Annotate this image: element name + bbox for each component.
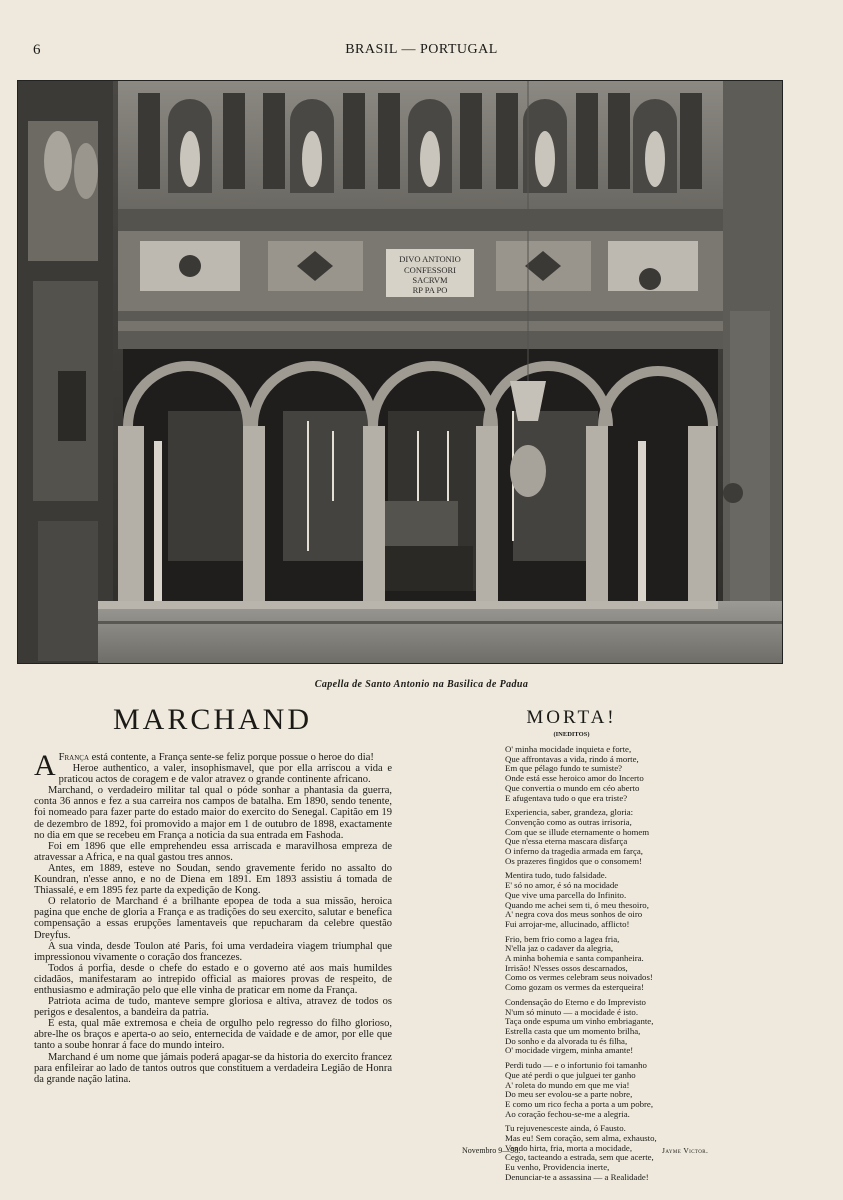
poem-line: Experiencia, saber, grandeza, gloria: (505, 807, 634, 818)
poem-line: Tu rejuvenesceste ainda, ó Fausto. (505, 1123, 626, 1134)
poem-date: Novembro 9—98. (462, 1146, 521, 1155)
poem-line: Irrisão! N'esses ossos descarnados, (505, 962, 628, 973)
poem-line: E' só no amor, é só na mocidade (505, 880, 619, 891)
poem-author: Jayme Victor. (662, 1146, 709, 1155)
poem-line: Que convertia o mundo em céo aberto (505, 782, 640, 793)
article-paragraph: Marchand é um nome que jámais poderá apagar-se da historia do exercito francez para enfileirar ao lado de tantos outros que constituem a verdadeira Legião de Honra da grande nação latina. (34, 1051, 392, 1085)
running-title: BRASIL — PORTUGAL (345, 42, 498, 57)
poem-line: N'ella jaz o cadaver da alegria, (505, 943, 614, 954)
poem-line: Do sonho e da alvorada tu és filha, (505, 1035, 628, 1046)
poem-line: Como gozam os vermes da esterqueira! (505, 982, 644, 993)
poem-line: Perdi tudo — e o infortunio foi tamanho (505, 1060, 647, 1071)
poem-stanza (505, 745, 725, 803)
article-paragraph: Heroe authentico, a valer, insophismavel, que por ella arriscou a vida e praticou actos de coragem e de valor atravez o grande continente africano. (58, 763, 392, 786)
poem-stanza (505, 871, 725, 929)
poem-line: Os prazeres fingidos que o consomem! (505, 855, 643, 866)
poem-line: Taça onde espuma um vinho embriagante, (505, 1016, 654, 1027)
poem-stanza (505, 1061, 725, 1119)
poem-line: Que affrontavas a vida, rindo á morte, (505, 753, 639, 764)
poem-line: Em que pélago fundo te sumiste? (505, 763, 623, 774)
poem-line: Denunciar-te a assassina — a Realidade! (505, 1171, 649, 1182)
article-paragraph: Foi em 1896 que elle emprehendeu essa arriscada e maravilhosa empreza de atravessar a Africa, e na qual gastou tres annos. (34, 840, 392, 863)
poem-line: Mas eu! Sem coração, sem alma, exhausto, (505, 1133, 657, 1144)
poem-body (505, 745, 725, 1188)
article-paragraph: Todos á porfia, desde o chefe do estado e o governo até aos mais humildes cidadãos, manifestaram ao intrepido official as maiores provas de respeito, de enthusiasmo e admiração pelo que elle vinha de praticar em nome da França. (34, 962, 392, 996)
poem-line: Que n'essa eterna mascara disfarça (505, 836, 628, 847)
poem-line: Convenção como as outras irrisoria, (505, 816, 632, 827)
poem-line: Onde está esse heroico amor do Incerto (505, 773, 644, 784)
article-paragraph: Antes, em 1889, esteve no Soudan, sendo gravemente ferido no assalto do Koundran, n'esse anno, e no de Diena em 1891. Em 1893 assistiu á tomada de Thiassalé, e em 1895 fez parte da expedição de Kong. (34, 862, 392, 897)
poem-line: Fui arrojar-me, allucinado, afflicto! (505, 918, 630, 929)
inscription-line: CONFESSORI (404, 265, 456, 275)
poem-line: O' minha mocidade inquieta e forte, (505, 744, 632, 754)
article-paragraph: A sua vinda, desde Toulon até Paris, foi uma verdadeira viagem triumphal que impressionou vivamente o coração dos francezes. (34, 940, 392, 963)
article-paragraph: Marchand, o verdadeiro militar tal qual o póde sonhar a phantasia da guerra, conta 36 annos e fez a sua carreira nos campos de batalha. Em 1890, sendo tenente, foi nomeado para fazer parte do estado maior do exercito do Senegal. Capitão em 19 de dezembro de 1892, foi promovido a major em 1 de outubro de 1898, exactamente no dia em que se recebeu em França a noticia da sua entrada em Fashoda. (34, 785, 392, 841)
article-paragraph: O relatorio de Marchand é a brilhante epopea de toda a sua missão, heroica pagina que enche de gloria a França e as tradições do seu exercito, salutar e benefica compensação a essas erupções lamentaveis que repucharam da celebre questão Dreyfus. (34, 896, 392, 941)
poem-line: Do meu ser evolou-se a parte nobre, (505, 1089, 633, 1100)
poem-line: Ao coração fechou-se-me a alegria. (505, 1108, 630, 1119)
poem-stanza (505, 935, 725, 993)
poem-line: Com que se illude eternamente o homem (505, 826, 650, 837)
poem-subtitle: (INEDITOS) (553, 731, 590, 738)
inscription-line: SACRVM (412, 275, 448, 285)
poem-line: E afugentava tudo o que era triste? (505, 792, 628, 803)
poem-line: A minha bohemia e santa companheira. (505, 953, 644, 964)
poem-line: Como os vermes celebram seus noivados! (505, 972, 653, 983)
poem-line: Quando me achei sem ti, ó meu thesoiro, (505, 899, 649, 910)
figure-caption: Capella de Santo Antonio na Basilica de Padua (314, 679, 529, 690)
poem-line: Mentira tudo, tudo falsidade. (505, 870, 607, 881)
inscription-line: DIVO ANTONIO (399, 254, 461, 264)
poem-line: A' roleta do mundo em que me via! (505, 1079, 630, 1090)
poem-line: Vendo hirta, fria, morta a mocidade, (505, 1142, 633, 1153)
poem-line: O' mocidade virgem, minha amante! (505, 1045, 634, 1056)
poem-line: E como um rico fecha a porta a um pobre, (505, 1098, 654, 1109)
poem-line: Cego, tacteando a estrada, sem que acerte, (505, 1152, 654, 1163)
poem-line: N'um só minuto — a mocidade é isto. (505, 1006, 639, 1017)
lead-text: está contente, a França sente-se feliz porque possue o heroe do dia! (89, 752, 374, 763)
article-paragraph: Patriota acima de tudo, manteve sempre gloriosa e altiva, atravez de todos os perigos e desalentos, a bandeira da patria. (34, 996, 392, 1019)
poem-line: Estrella casta que um momento brilha, (505, 1025, 641, 1036)
poem-line: A' negra cova dos meus sonhos de oiro (505, 909, 643, 920)
poem-line: O inferno da tragedia armada em farça, (505, 846, 643, 857)
chapel-photograph (17, 80, 783, 664)
poem-line: Eu venho, Providencia inerte, (505, 1162, 610, 1173)
poem-line: Que vive uma parcella do Infinito. (505, 889, 627, 900)
poem-line: Frio, bem frio como a lagea fria, (505, 933, 620, 944)
page-number: 6 (33, 42, 41, 58)
poem-line: Condensação do Eterno e do Imprevisto (505, 996, 646, 1007)
poem-line: Que até perdi o que julguei ter ganho (505, 1069, 636, 1080)
inscription-line: RP PA PO (412, 285, 448, 295)
poem-stanza (505, 808, 725, 866)
poem-stanza (505, 998, 725, 1056)
lead-smallcaps: França (58, 752, 90, 763)
article-paragraph: E esta, qual mãe extremosa e cheia de orgulho pelo regresso do filho glorioso, abre-lhe os braços e aperta-o ao seio, enternecida de vaidade e de amor, por elle que tanto a soube honrar á face do mundo inteiro. (34, 1018, 392, 1052)
drop-cap: A (34, 749, 56, 782)
article-body (34, 749, 392, 1085)
poem-title: MORTA! (526, 707, 617, 728)
article-title: MARCHAND (112, 703, 313, 736)
